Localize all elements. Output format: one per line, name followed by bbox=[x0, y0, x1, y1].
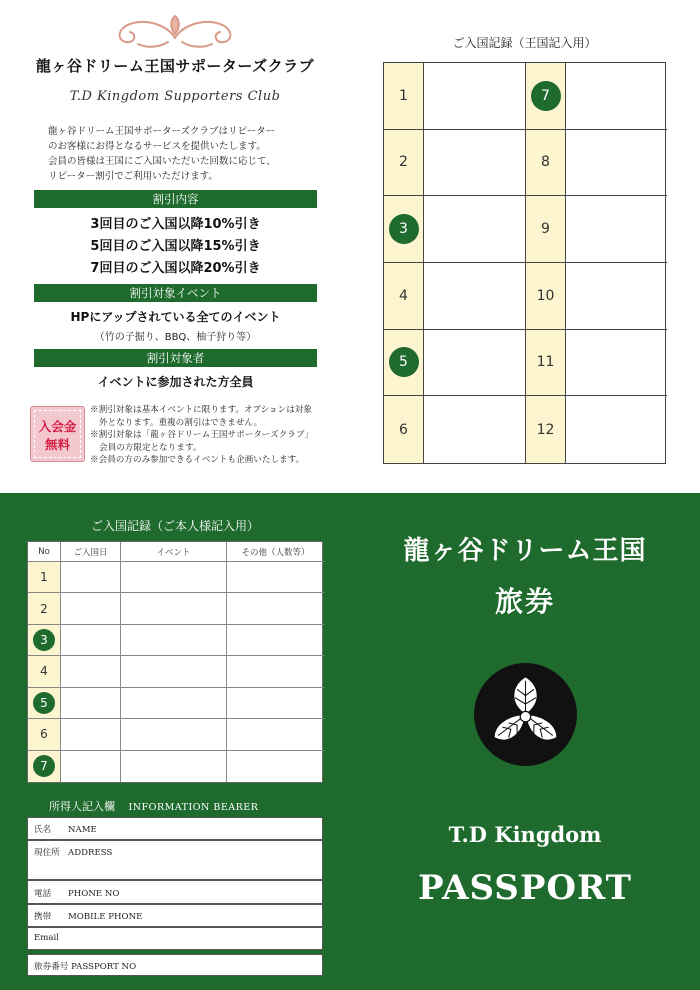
discount-header: 割引内容 bbox=[34, 190, 317, 208]
record-entry-cell[interactable] bbox=[227, 625, 324, 656]
discount-line: 3回目のご入国以降10%引き bbox=[90, 217, 261, 232]
record-entry-cell[interactable] bbox=[121, 562, 227, 593]
record-number: 4 bbox=[40, 664, 48, 679]
bearer-title bbox=[49, 798, 258, 814]
event-header: 割引対象イベント bbox=[34, 284, 317, 302]
visit-number-cell bbox=[384, 130, 424, 197]
record-number: 1 bbox=[40, 570, 48, 585]
notes bbox=[90, 404, 330, 467]
visit-number-cell bbox=[384, 330, 424, 397]
record-number-cell bbox=[28, 688, 61, 719]
visit-number: 7 bbox=[531, 81, 561, 111]
visit-number: 1 bbox=[399, 87, 408, 104]
record-entry-cell[interactable] bbox=[227, 593, 324, 624]
stamp-cell[interactable] bbox=[424, 263, 526, 330]
bearer-field-phone[interactable]: 電話 PHONE NO bbox=[27, 880, 323, 904]
stamp-cell[interactable] bbox=[424, 330, 526, 397]
record-entry-cell[interactable] bbox=[61, 562, 121, 593]
free-membership-badge bbox=[30, 406, 85, 462]
bearer-field-mobile[interactable]: 携帯 MOBILE PHONE bbox=[27, 904, 323, 927]
visit-number: 6 bbox=[399, 421, 408, 438]
stamp-cell[interactable] bbox=[566, 263, 667, 330]
ornament-icon bbox=[108, 8, 242, 52]
note-line: ※割引対象は基本イベントに限ります。オプションは対象 bbox=[90, 405, 312, 415]
record-entry-cell[interactable] bbox=[61, 751, 121, 782]
record-entry-cell[interactable] bbox=[227, 719, 324, 750]
visit-number-cell bbox=[526, 396, 566, 463]
club-title: 龍ヶ谷ドリーム王国サポーターズクラブ bbox=[35, 57, 315, 75]
record-entry-cell[interactable] bbox=[61, 625, 121, 656]
record-entry-cell[interactable] bbox=[121, 656, 227, 687]
visit-number-cell bbox=[384, 263, 424, 330]
record-entry-cell[interactable] bbox=[61, 688, 121, 719]
record-entry-cell[interactable] bbox=[121, 719, 227, 750]
note-line: 外となります。重複の割引はできません。 bbox=[99, 417, 263, 428]
visit-number: 5 bbox=[389, 347, 419, 377]
record-entry-cell[interactable] bbox=[227, 656, 324, 687]
record-entry-cell[interactable] bbox=[121, 751, 227, 782]
stamp-cell[interactable] bbox=[424, 396, 526, 463]
visit-number-cell bbox=[526, 330, 566, 397]
table-header: No bbox=[28, 542, 61, 562]
record-entry-cell[interactable] bbox=[227, 751, 324, 782]
note-line: 会員の方限定となります。 bbox=[99, 442, 202, 453]
stamp-cell[interactable] bbox=[566, 196, 667, 263]
record-number-cell bbox=[28, 656, 61, 687]
discount-line: 7回目のご入国以降20%引き bbox=[90, 261, 261, 276]
self-record-table bbox=[27, 541, 323, 783]
description-line: リピーター割引でご利用いただけます。 bbox=[48, 171, 218, 182]
visit-number: 9 bbox=[541, 221, 550, 238]
record-entry-cell[interactable] bbox=[61, 719, 121, 750]
target-line: イベントに参加された方全員 bbox=[97, 375, 254, 389]
event-sub: （竹の子掘り、BBQ、柚子狩り等） bbox=[94, 332, 257, 343]
record-number: 7 bbox=[33, 755, 55, 777]
badge-line: 入会金 bbox=[38, 419, 77, 434]
visit-number: 4 bbox=[399, 287, 408, 304]
badge-line: 無料 bbox=[44, 437, 70, 452]
bearer-field-name[interactable]: 氏名 NAME bbox=[27, 817, 323, 840]
record-number-cell bbox=[28, 719, 61, 750]
bearer-field-email[interactable]: Email bbox=[27, 927, 323, 950]
record-entry-cell[interactable] bbox=[61, 656, 121, 687]
three-leaf-crest-icon bbox=[473, 662, 578, 767]
record-number-cell bbox=[28, 562, 61, 593]
discount-line: 5回目のご入国以降15%引き bbox=[90, 239, 261, 254]
club-title-en: T.D Kingdom Supporters Club bbox=[69, 89, 281, 104]
stamp-cell[interactable] bbox=[566, 330, 667, 397]
visit-number: 2 bbox=[399, 154, 408, 171]
table-header: イベント bbox=[121, 542, 227, 562]
bearer-title-jp: 所得人記入欄 bbox=[49, 800, 115, 813]
self-record-title: ご入国記録（ご本人様記入用） bbox=[90, 519, 259, 533]
cover-name-en: T.D Kingdom bbox=[448, 822, 602, 847]
kingdom-record-title: ご入国記録（王国記入用） bbox=[452, 36, 597, 50]
record-entry-cell[interactable] bbox=[121, 625, 227, 656]
visit-number-cell bbox=[526, 63, 566, 130]
visit-number: 12 bbox=[536, 421, 555, 438]
kingdom-record-grid bbox=[383, 62, 666, 464]
table-header: その他（人数等） bbox=[227, 542, 324, 562]
note-line: ※割引対象は「龍ヶ谷ドリーム王国サポーターズクラブ」 bbox=[90, 430, 314, 440]
record-entry-cell[interactable] bbox=[61, 593, 121, 624]
stamp-cell[interactable] bbox=[424, 130, 526, 197]
record-number-cell bbox=[28, 751, 61, 782]
record-entry-cell[interactable] bbox=[121, 593, 227, 624]
description-line: 会員の皆様は王国にご入国いただいた回数に応じて、 bbox=[48, 156, 276, 167]
record-number: 2 bbox=[40, 601, 48, 616]
visit-number-cell bbox=[384, 396, 424, 463]
cover-passport-jp: 旅券 bbox=[494, 585, 555, 618]
visit-number: 11 bbox=[536, 354, 555, 371]
stamp-cell[interactable] bbox=[424, 63, 526, 130]
record-entry-cell[interactable] bbox=[121, 688, 227, 719]
stamp-cell[interactable] bbox=[566, 130, 667, 197]
club-description bbox=[48, 124, 328, 184]
cover-passport-en: PASSPORT bbox=[418, 868, 632, 908]
stamp-cell[interactable] bbox=[566, 396, 667, 463]
visit-number-cell bbox=[526, 263, 566, 330]
description-line: のお客様にお得となるサービスを提供いたします。 bbox=[48, 141, 266, 152]
visit-number: 8 bbox=[541, 154, 550, 171]
bearer-field-address[interactable]: 現住所 ADDRESS bbox=[27, 840, 323, 880]
record-number: 6 bbox=[40, 727, 48, 742]
visit-number: 10 bbox=[536, 287, 555, 304]
table-header: ご入国日 bbox=[61, 542, 121, 562]
record-number: 3 bbox=[33, 629, 55, 651]
note-line: ※会員の方のみ参加できるイベントも企画いたします。 bbox=[90, 455, 305, 465]
event-line: HPにアップされている全てのイベント bbox=[70, 310, 281, 324]
target-header: 割引対象者 bbox=[34, 349, 317, 367]
bearer-field-passport-no[interactable]: 旅券番号 PASSPORT NO bbox=[27, 954, 323, 976]
visit-number-cell bbox=[526, 130, 566, 197]
description-line: 龍ヶ谷ドリーム王国サポーターズクラブはリピーター bbox=[48, 126, 276, 137]
visit-number-cell bbox=[384, 196, 424, 263]
visit-number: 3 bbox=[389, 214, 419, 244]
bearer-title-en: INFORMATION BEARER bbox=[128, 802, 259, 813]
visit-number-cell bbox=[526, 196, 566, 263]
record-entry-cell[interactable] bbox=[227, 562, 324, 593]
stamp-cell[interactable] bbox=[566, 63, 667, 130]
record-entry-cell[interactable] bbox=[227, 688, 324, 719]
record-number: 5 bbox=[33, 692, 55, 714]
record-number-cell bbox=[28, 593, 61, 624]
record-number-cell bbox=[28, 625, 61, 656]
cover-kingdom-name: 龍ヶ谷ドリーム王国 bbox=[403, 536, 647, 566]
stamp-cell[interactable] bbox=[424, 196, 526, 263]
visit-number-cell bbox=[384, 63, 424, 130]
